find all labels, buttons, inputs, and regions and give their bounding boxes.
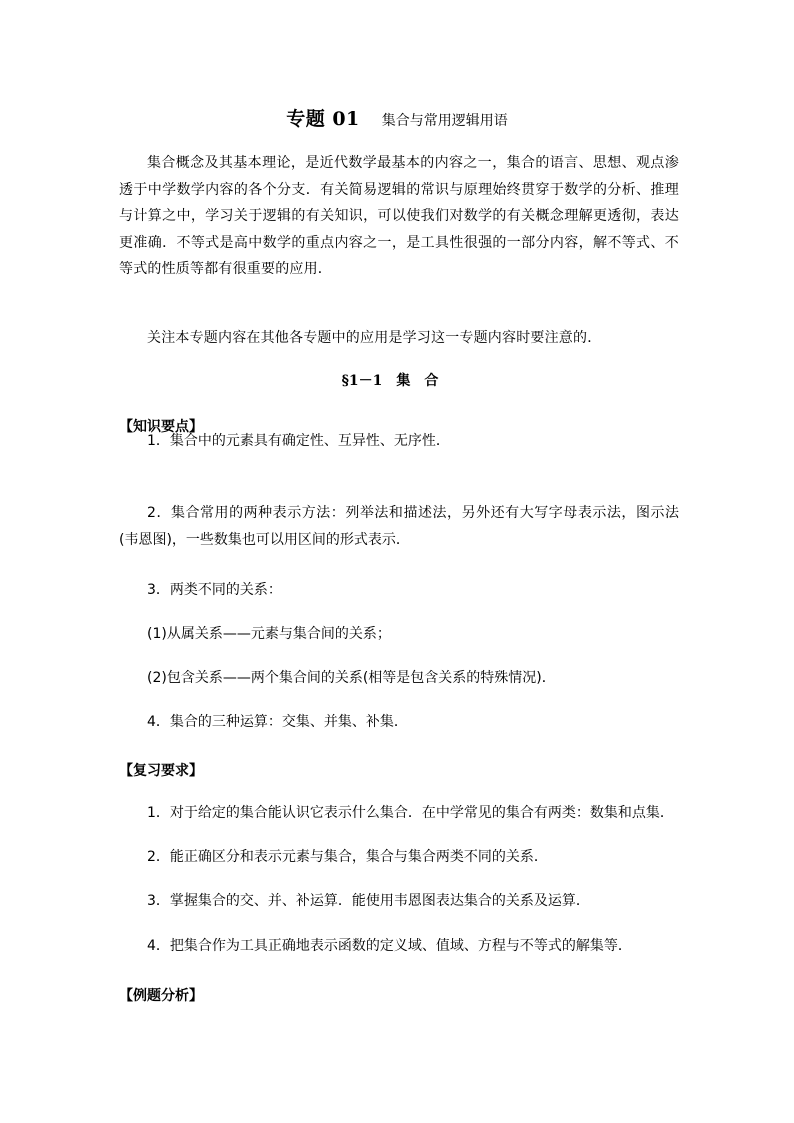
section-number: §1－1 <box>341 373 383 389</box>
review-requirements-heading: 【复习要求】 <box>119 763 203 779</box>
document-title <box>0 104 794 131</box>
knowledge-item: 2．集合常用的两种表示方法：列举法和描述法，另外还有大写字母表示法，图示法(韦恩图)，一些数集也可以用区间的形式表示． <box>119 505 679 548</box>
knowledge-item: 4．集合的三种运算：交集、并集、补集． <box>147 714 408 730</box>
knowledge-item: (1)从属关系——元素与集合间的关系； <box>147 626 391 642</box>
intro-paragraph: 集合概念及其基本理论，是近代数学最基本的内容之一，集合的语言、思想、观点渗透于中学数学内容的各个分支．有关简易逻辑的常识与原理始终贯穿于数学的分析、推理与计算之中，学习关于逻辑的有关知识，可以使我们对数学的有关概念理解更透彻，表达更准确．不等式是高中数学的重点内容之一，是工具性很强的一部分内容，解不等式、不等式的性质等都有很重要的应用． <box>119 155 679 277</box>
knowledge-item: (2)包含关系——两个集合间的关系(相等是包含关系的特殊情况)． <box>147 670 556 686</box>
example-analysis-heading: 【例题分析】 <box>119 988 203 1004</box>
review-item: 2．能正确区分和表示元素与集合，集合与集合两类不同的关系． <box>147 849 548 865</box>
section-heading <box>0 370 794 390</box>
knowledge-item: 1．集合中的元素具有确定性、互异性、无序性． <box>147 433 450 449</box>
review-item: 4．把集合作为工具正确地表示函数的定义域、值域、方程与不等式的解集等． <box>147 938 632 954</box>
knowledge-points-heading: 【知识要点】 <box>119 419 203 435</box>
title-topic-name: 集合与常用逻辑用语 <box>381 113 508 129</box>
note-paragraph: 关注本专题内容在其他各专题中的应用是学习这一专题内容时要注意的． <box>147 330 602 346</box>
review-item: 1．对于给定的集合能认识它表示什么集合．在中学常见的集合有两类：数集和点集． <box>147 805 674 821</box>
knowledge-item: 3．两类不同的关系： <box>147 582 282 598</box>
review-item: 3．掌握集合的交、并、补运算．能使用韦恩图表达集合的关系及运算． <box>147 893 590 909</box>
section-title: 集合 <box>396 373 453 389</box>
title-topic-number: 专题 01 <box>286 108 360 130</box>
